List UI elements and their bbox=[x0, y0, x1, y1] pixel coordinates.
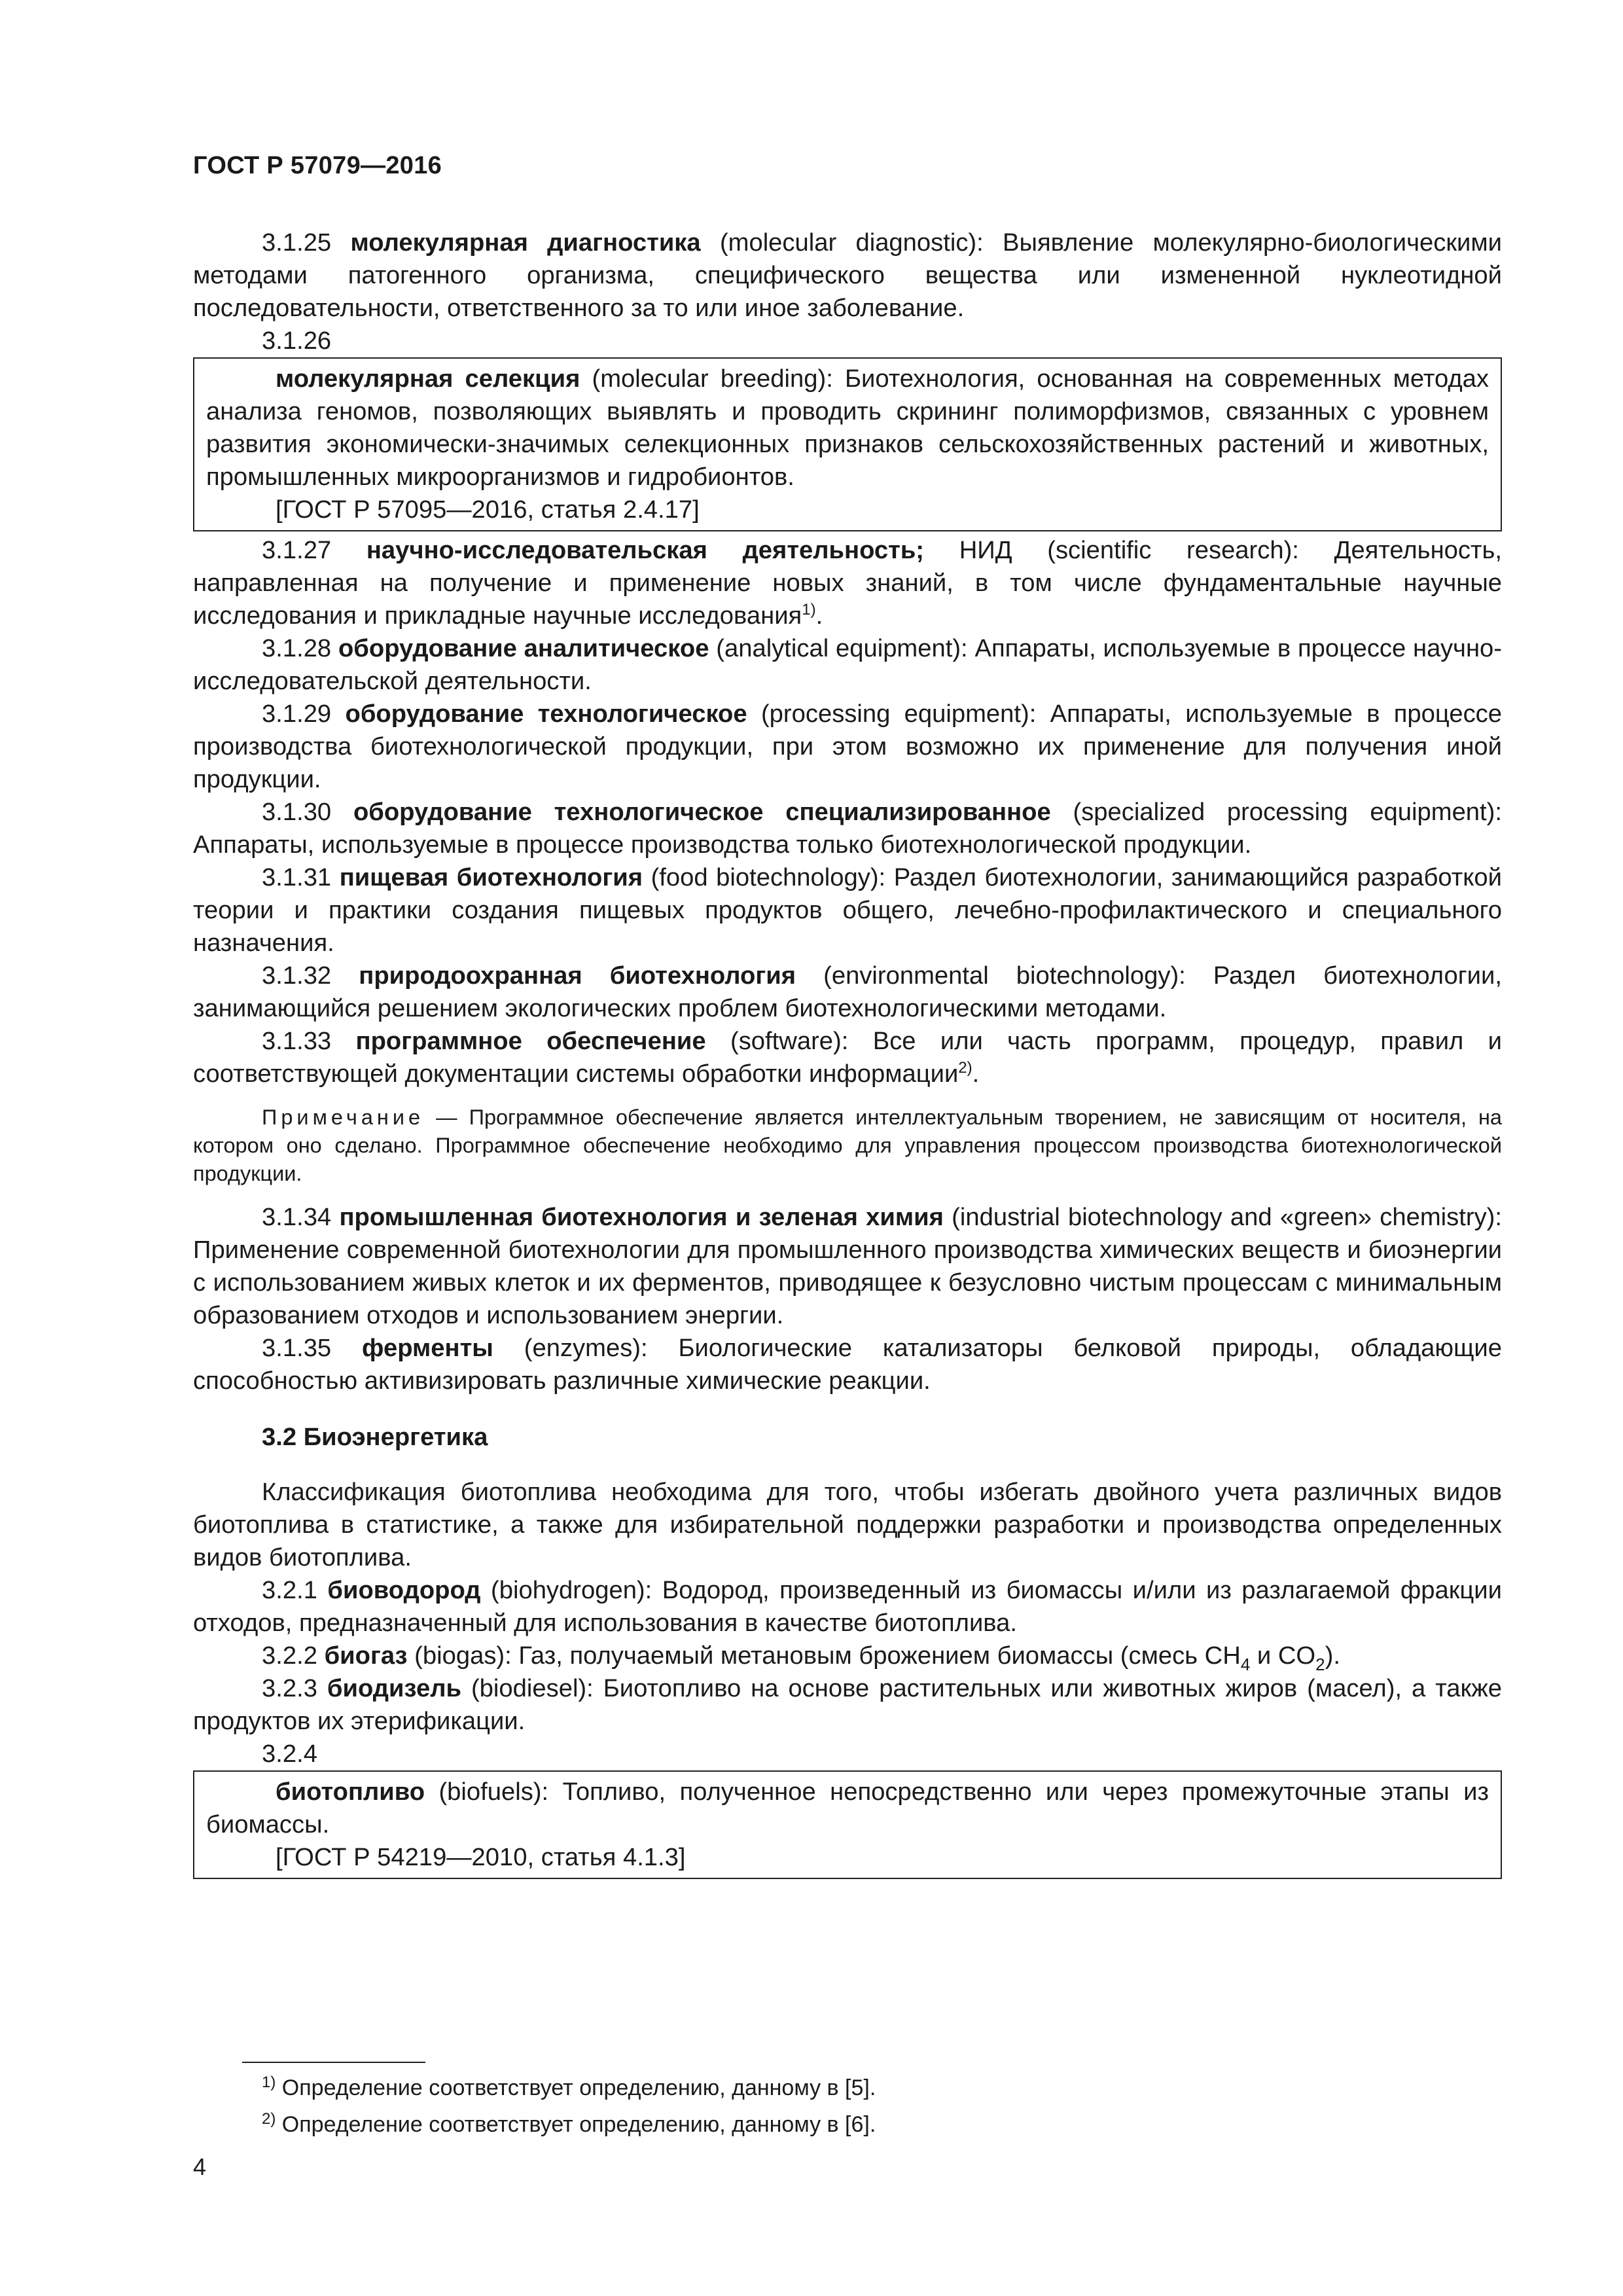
entry-3-2-1: 3.2.1 биоводород (biohydrogen): Водород, произведенный из биомассы и/или из разлагаемой фракции отходов, предназначенный для использования в качестве биотоплива. bbox=[193, 1576, 1502, 1637]
document-page bbox=[193, 149, 1502, 1879]
entry-3-2-4-number: 3.2.4 bbox=[262, 1740, 317, 1768]
entry-3-1-31: 3.1.31 пищевая биотехнология (food biotechnology): Раздел биотехнологии, занимающийся разработкой теории и практики создания пищевых продуктов общего, лечебно-профилактического и специального назначения. bbox=[193, 863, 1502, 957]
entry-3-1-29: 3.1.29 оборудование технологическое (processing equipment): Аппараты, используемые в процессе производства биотехнологической продукции, при этом возможно их применение для получения иной продукции. bbox=[193, 700, 1502, 793]
entry-3-1-32: 3.1.32 природоохранная биотехнология (environmental biotechnology): Раздел биотехнологии, занимающийся решением экологических проблем биотехнологическими методами. bbox=[193, 961, 1502, 1022]
footnote-ref: 1) bbox=[802, 601, 816, 619]
note-label: Примечание bbox=[262, 1105, 425, 1129]
entry-3-1-26: молекулярная селекция (molecular breeding): Биотехнология, основанная на современных методах анализа геномов, позволяющих выявлять и проводить скрининг полиморфизмов, связанных с уровнем развития экономически-значимых селекционных признаков сельскохозяйственных растений и животных, промышленных микроорганизмов и гидробионтов. bbox=[206, 365, 1489, 491]
entry-3-1-34: 3.1.34 промышленная биотехнология и зеленая химия (industrial biotechnology and «green» chemistry): Применение современной биотехнологии для промышленного производства химических веществ и биоэнергии с использованием живых клеток и их ферментов, приводящее к безусловно чистым процессам с минимальным образованием отходов и использованием энергии. bbox=[193, 1203, 1503, 1329]
definition-box bbox=[193, 357, 1502, 531]
entry-3-1-26-number: 3.1.26 bbox=[262, 327, 332, 355]
footnote-1: $^{1)}$ Определение соответствует определению, данному в [5]. bbox=[262, 2073, 876, 2100]
entry-3-1-28: 3.1.28 оборудование аналитическое (analytical equipment): Аппараты, используемые в процессе научно-исследовательской деятельности. bbox=[193, 634, 1502, 695]
section-title: 3.2 Биоэнергетика bbox=[262, 1423, 488, 1451]
reference: [ГОСТ Р 57095—2016, статья 2.4.17] bbox=[276, 495, 700, 524]
entry-3-2-3: 3.2.3 биодизель (biodiesel): Биотопливо на основе растительных или животных жиров (масел), а также продуктов их этерификации. bbox=[193, 1674, 1502, 1735]
footnotes bbox=[262, 2070, 876, 2143]
entry-3-1-27: 3.1.27 научно-исследовательская деятельность; НИД (scientific research): Деятельность, направленная на получение и применение новых знаний, в том числе фундаментальные научные исследования и прикладные научные исследования$^{1)}$. bbox=[193, 536, 1502, 630]
entry-3-2-4: биотопливо (biofuels): Топливо, полученное непосредственно или через промежуточные этапы из биомассы. bbox=[206, 1778, 1489, 1839]
document-header: ГОСТ Р 57079—2016 bbox=[193, 152, 442, 179]
entry-3-1-30: 3.1.30 оборудование технологическое специализированное (specialized processing equipment): Аппараты, используемые в процессе производства только биотехнологической продукции. bbox=[193, 798, 1502, 859]
footnote-2: $^{2)}$ Определение соответствует определению, данному в [6]. bbox=[262, 2110, 876, 2137]
footnote-separator bbox=[242, 2062, 425, 2063]
entry-3-1-25: 3.1.25 молекулярная диагностика (molecular diagnostic): Выявление молекулярно-биологическими методами патогенного организма, специфического вещества или измененной нуклеотидной последовательности, ответственного за то или иное заболевание. bbox=[193, 228, 1502, 322]
footnote-ref: 2) bbox=[958, 1059, 972, 1077]
note: Примечание — Программное обеспечение является интеллектуальным творением, не зависящим от носителя, на котором оно сделано. Программное обеспечение необходимо для управления процессом производства биотехнологической продукции. bbox=[193, 1105, 1502, 1185]
section-intro: Классификация биотоплива необходима для того, чтобы избегать двойного учета различных видов биотоплива в статистике, а также для избирательной поддержки разработки и производства определенных видов биотоплива. bbox=[193, 1478, 1502, 1571]
entry-3-1-35: 3.1.35 ферменты (enzymes): Биологические катализаторы белковой природы, обладающие способностью активизировать различные химические реакции. bbox=[193, 1334, 1502, 1395]
entry-3-1-33: 3.1.33 программное обеспечение (software): Все или часть программ, процедур, правил и соответствующей документации системы обработки информации$^{2)}$. bbox=[193, 1027, 1502, 1088]
reference: [ГОСТ Р 54219—2010, статья 4.1.3] bbox=[276, 1843, 686, 1871]
page-number: 4 bbox=[193, 2153, 207, 2180]
entry-3-2-2: 3.2.2 биогаз (biogas): Газ, получаемый метановым брожением биомассы (смесь $CH_4$ и $CO_2$). bbox=[262, 1641, 1340, 1674]
definition-box bbox=[193, 1770, 1502, 1879]
